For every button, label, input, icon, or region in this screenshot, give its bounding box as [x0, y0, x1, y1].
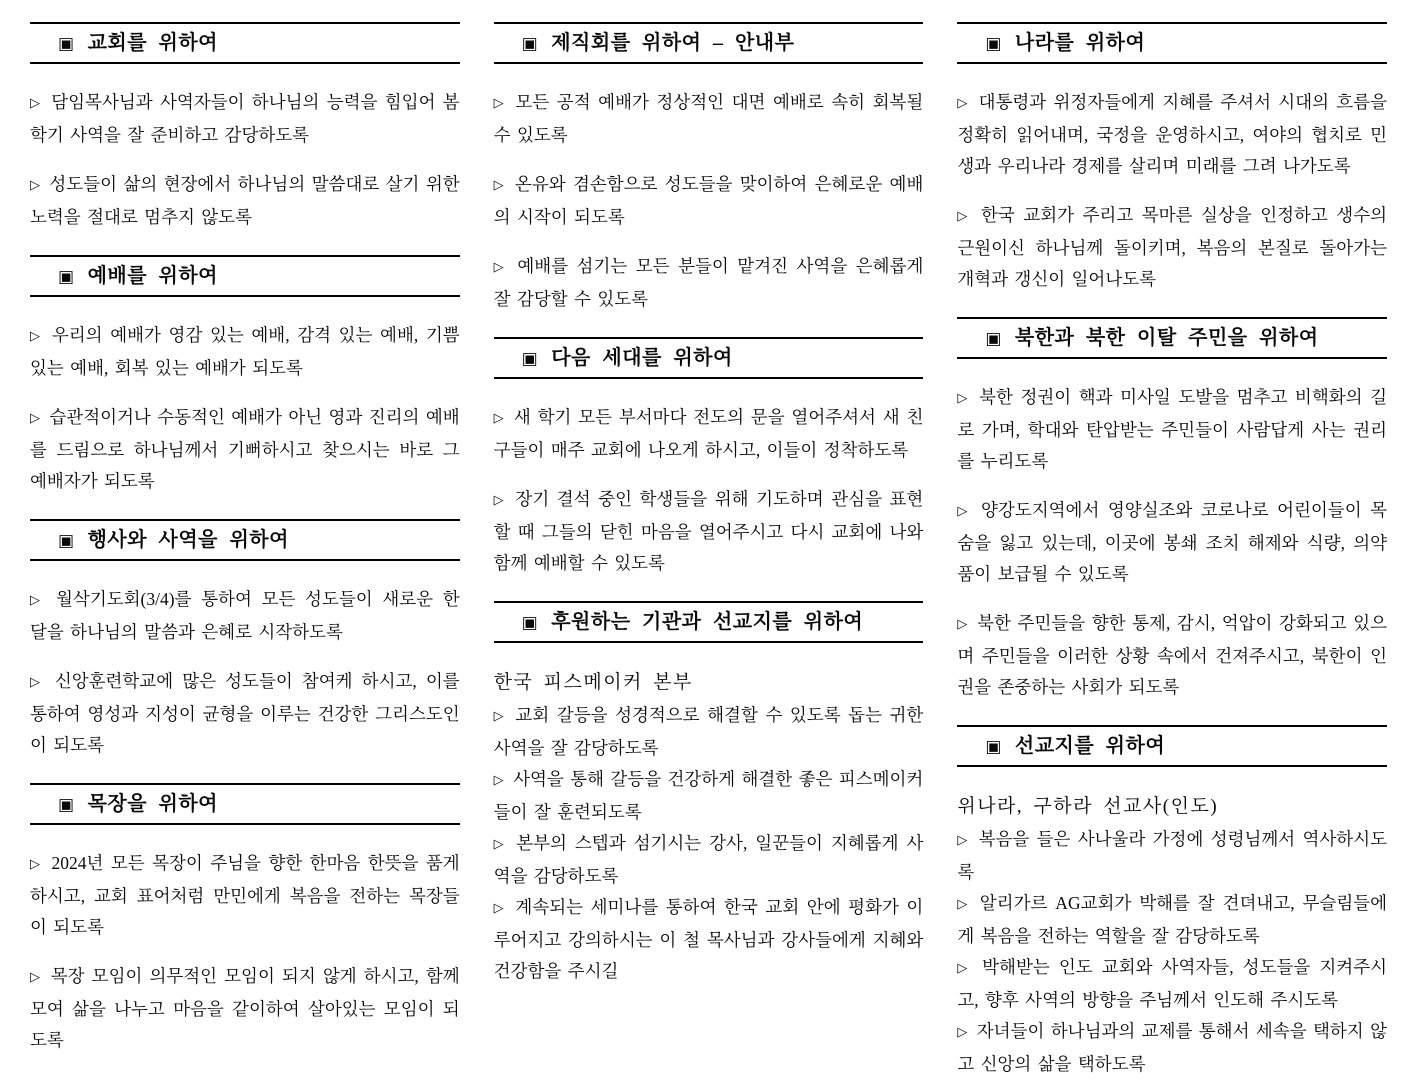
- prayer-item-text: 계속되는 세미나를 통하여 한국 교회 안에 평화가 이루어지고 강의하시는 이 철 목사님과 강사들에게 지혜와 건강함을 주시길: [493, 897, 924, 981]
- prayer-item-text: 대통령과 위정자들에게 지혜를 주셔서 시대의 흐름을 정확히 읽어내며, 국정을 운영하시고, 여야의 협치로 민생과 우리나라 경제를 살리며 미래를 그려 나가도록: [957, 92, 1388, 176]
- section-next-generation: [494, 337, 924, 579]
- section-header: [957, 317, 1387, 359]
- item-marker-icon: ▷: [957, 617, 968, 632]
- subsection-title: 한국 피스메이커 본부: [493, 672, 693, 693]
- prayer-item: [30, 402, 460, 497]
- section-church: [30, 22, 460, 233]
- section-title: 선교지를 위하여: [1014, 735, 1166, 757]
- section-supported-organizations: [494, 601, 924, 987]
- prayer-item: [494, 484, 924, 579]
- item-marker-icon: ▷: [957, 961, 971, 976]
- section-header: [30, 519, 460, 561]
- prayer-item: [30, 848, 460, 943]
- section-header: [30, 783, 460, 825]
- prayer-item-text: 복음을 들은 사나울라 가정에 성령님께서 역사하시도록: [957, 829, 1388, 882]
- section-title: 행사와 사역을 위하여: [87, 529, 289, 551]
- section-marker-icon: ▣: [521, 612, 539, 633]
- prayer-item-text: 알리가르 AG교회가 박해를 잘 견뎌내고, 무슬림들에게 복음을 전하는 역할을 잘 감당하도록: [957, 893, 1388, 946]
- item-marker-icon: ▷: [30, 329, 42, 344]
- prayer-item-text: 담임목사님과 사역자들이 하나님의 능력을 힘입어 봄학기 사역을 잘 준비하고 감당하도록: [30, 92, 460, 145]
- section-title: 다음 세대를 위하여: [551, 347, 733, 369]
- item-marker-icon: ▷: [957, 391, 969, 406]
- item-marker-icon: ▷: [30, 675, 43, 690]
- item-marker-icon: ▷: [957, 833, 969, 848]
- section-header: [957, 22, 1387, 64]
- prayer-item: [494, 700, 924, 764]
- prayer-item-text: 북한 정권이 핵과 미사일 도발을 멈추고 비핵화의 길로 가며, 학대와 탄압받는 주민들이 사람답게 사는 권리를 누리도록: [957, 387, 1388, 471]
- item-marker-icon: ▷: [493, 837, 506, 852]
- prayer-item-text: 사역을 통해 갈등을 건강하게 해결한 좋은 피스메이커들이 잘 훈련되도록: [493, 769, 924, 822]
- section-north-korea: [957, 317, 1387, 703]
- prayer-item-text: 한국 교회가 주리고 목마른 실상을 인정하고 생수의 근원이신 하나님께 돌이키며, 복음의 본질로 돌아가는 개혁과 갱신이 일어나도록: [957, 205, 1388, 289]
- prayer-item: [494, 828, 924, 892]
- section-title: 제직회를 위하여 – 안내부: [551, 32, 795, 54]
- item-marker-icon: ▷: [957, 1025, 968, 1040]
- prayer-item: [30, 87, 460, 151]
- section-marker-icon: ▣: [58, 266, 75, 287]
- prayer-item-text: 2024년 모든 목장이 주님을 향한 한마음 한뜻을 품게 하시고, 교회 표어처럼 만민에게 복음을 전하는 목장들이 되도록: [30, 853, 460, 937]
- section-header: [30, 255, 460, 297]
- section-marker-icon: ▣: [985, 328, 1002, 349]
- item-marker-icon: ▷: [957, 897, 969, 912]
- prayer-item: [957, 608, 1387, 703]
- prayer-item-text: 교회 갈등을 성경적으로 해결할 수 있도록 돕는 귀한 사역을 잘 감당하도록: [493, 705, 924, 758]
- section-mission-fields: [957, 725, 1387, 1080]
- item-marker-icon: ▷: [493, 709, 505, 724]
- prayer-item: [957, 952, 1387, 1016]
- section-marker-icon: ▣: [521, 348, 539, 369]
- prayer-item-text: 양강도지역에서 영양실조와 코로나로 어린이들이 목숨을 잃고 있는데, 이곳에 봉쇄 조치 해제와 식량, 의약품이 보급될 수 있도록: [957, 500, 1388, 584]
- column-center: [494, 22, 924, 982]
- prayer-item: [30, 666, 460, 761]
- prayer-item: [494, 402, 924, 466]
- item-marker-icon: ▷: [30, 970, 41, 985]
- prayer-item-text: 습관적이거나 수동적인 예배가 아닌 영과 진리의 예배를 드림으로 하나님께서 기뻐하시고 찾으시는 바로 그 예배자가 되도록: [30, 407, 460, 491]
- section-title: 목장을 위하여: [87, 793, 218, 815]
- prayer-item: [957, 888, 1387, 952]
- section-header: [494, 22, 924, 64]
- item-marker-icon: ▷: [493, 773, 504, 788]
- prayer-item-text: 자녀들이 하나님과의 교제를 통해서 세속을 택하지 않고 신앙의 삶을 택하도록: [957, 1021, 1388, 1074]
- prayer-item: [30, 961, 460, 1056]
- prayer-item-text: 성도들이 삶의 현장에서 하나님의 말씀대로 살기 위한 노력을 절대로 멈추지 않도록: [30, 174, 460, 227]
- section-worship: [30, 255, 460, 497]
- item-marker-icon: ▷: [493, 260, 506, 275]
- prayer-item-text: 새 학기 모든 부서마다 전도의 문을 열어주셔서 새 친구들이 매주 교회에 나오게 하시고, 이들이 정착하도록: [493, 407, 924, 460]
- section-header: [30, 22, 460, 64]
- section-title: 북한과 북한 이탈 주민을 위하여: [1014, 327, 1319, 349]
- section-nation: [957, 22, 1387, 295]
- section-header: [494, 601, 924, 643]
- prayer-item: [30, 584, 460, 648]
- prayer-item: [957, 824, 1387, 888]
- prayer-item-text: 모든 공적 예배가 정상적인 대면 예배로 속히 회복될 수 있도록: [493, 92, 924, 145]
- item-marker-icon: ▷: [493, 96, 505, 111]
- item-marker-icon: ▷: [30, 593, 44, 608]
- prayer-item-text: 우리의 예배가 영감 있는 예배, 감격 있는 예배, 기쁨 있는 예배, 회복 있는 예배가 되도록: [30, 325, 460, 378]
- prayer-item-text: 예배를 섬기는 모든 분들이 맡겨진 사역을 은혜롭게 잘 감당할 수 있도록: [493, 256, 924, 309]
- prayer-item: [957, 382, 1387, 477]
- item-marker-icon: ▷: [493, 901, 505, 916]
- column-right: [957, 22, 1388, 1074]
- section-title: 후원하는 기관과 선교지를 위하여: [551, 611, 864, 633]
- item-marker-icon: ▷: [30, 857, 42, 872]
- prayer-item: [30, 169, 460, 233]
- prayer-item-text: 월삭기도회(3/4)를 통하여 모든 성도들이 새로운 한 달을 하나님의 말씀과 은혜로 시작하도록: [30, 589, 460, 642]
- item-marker-icon: ▷: [30, 178, 41, 193]
- section-marker-icon: ▣: [58, 794, 75, 815]
- item-marker-icon: ▷: [30, 411, 41, 426]
- prayer-item-text: 목장 모임이 의무적인 모임이 되지 않게 하시고, 함께 모여 삶을 나누고 마음을 같이하여 살아있는 모임이 되도록: [30, 966, 460, 1050]
- prayer-item-text: 박해받는 인도 교회와 사역자들, 성도들을 지켜주시고, 향후 사역의 방향을 주님께서 인도해 주시도록: [957, 957, 1388, 1010]
- section-marker-icon: ▣: [58, 33, 75, 54]
- section-marker-icon: ▣: [985, 33, 1002, 54]
- section-marker-icon: ▣: [58, 530, 75, 551]
- prayer-item: [494, 169, 924, 233]
- item-marker-icon: ▷: [493, 178, 505, 193]
- item-marker-icon: ▷: [30, 96, 41, 111]
- section-mokjang: [30, 783, 460, 1056]
- subsection-title: 위나라, 구하라 선교사(인도): [957, 796, 1219, 817]
- section-title: 교회를 위하여: [87, 32, 218, 54]
- prayer-item: [957, 495, 1387, 590]
- prayer-item-text: 북한 주민들을 향한 통제, 감시, 억압이 강화되고 있으며 주민들을 이러한 상황 속에서 건져주시고, 북한이 인권을 존중하는 사회가 되도록: [957, 613, 1388, 697]
- section-events-ministry: [30, 519, 460, 761]
- prayer-item: [957, 1016, 1387, 1080]
- column-left: [30, 22, 460, 1050]
- item-marker-icon: ▷: [493, 411, 505, 426]
- item-marker-icon: ▷: [957, 504, 970, 519]
- section-marker-icon: ▣: [985, 736, 1002, 757]
- prayer-item: [494, 764, 924, 828]
- section-title: 나라를 위하여: [1014, 32, 1146, 54]
- item-marker-icon: ▷: [957, 209, 970, 224]
- item-marker-icon: ▷: [957, 96, 969, 111]
- section-header: [494, 337, 924, 379]
- prayer-item: [957, 200, 1387, 295]
- prayer-item: [494, 251, 924, 315]
- prayer-item-text: 장기 결석 중인 학생들을 위해 기도하며 관심을 표현할 때 그들의 닫힌 마음을 열어주시고 다시 교회에 나와 함께 예배할 수 있도록: [493, 489, 924, 573]
- section-title: 예배를 위하여: [87, 265, 218, 287]
- prayer-item-text: 신앙훈련학교에 많은 성도들이 참여케 하시고, 이를 통하여 영성과 지성이 균형을 이루는 건강한 그리스도인이 되도록: [30, 671, 460, 755]
- section-header: [957, 725, 1387, 767]
- item-marker-icon: ▷: [493, 493, 505, 508]
- prayer-item: [494, 87, 924, 151]
- prayer-item: [494, 892, 924, 987]
- section-marker-icon: ▣: [521, 33, 539, 54]
- prayer-item: [957, 87, 1387, 182]
- prayer-item: [30, 320, 460, 384]
- prayer-item-text: 본부의 스텝과 섬기시는 강사, 일꾼들이 지혜롭게 사역을 감당하도록: [493, 833, 924, 886]
- section-deacons-board: [494, 22, 924, 315]
- prayer-item-text: 온유와 겸손함으로 성도들을 맞이하여 은혜로운 예배의 시작이 되도록: [493, 174, 924, 227]
